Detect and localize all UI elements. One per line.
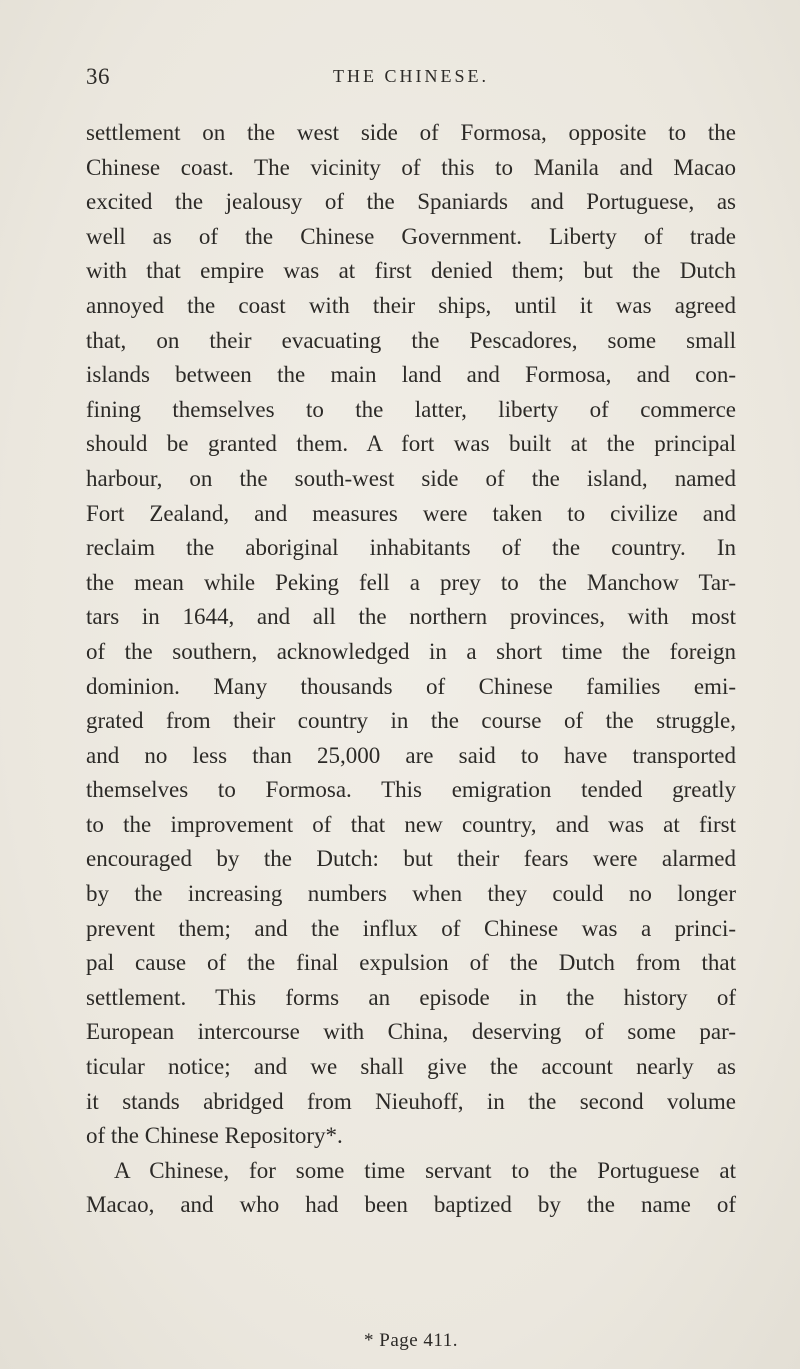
text-line: ticular notice; and we shall give the account nearly as: [86, 1054, 736, 1080]
text-line: settlement on the west side of Formosa, opposite to the: [86, 120, 736, 145]
footnote: * Page 411.: [364, 1330, 458, 1351]
text-line: islands between the main land and Formosa, and con-: [86, 362, 736, 388]
text-line: Fort Zealand, and measures were taken to civilize and: [86, 500, 736, 526]
text-line: prevent them; and the influx of Chinese was a princi-: [86, 915, 736, 941]
body-text: [86, 116, 736, 1223]
text-line: tars in 1644, and all the northern provinces, with most: [86, 604, 736, 630]
text-line: with that empire was at first denied them; but the Dutch: [86, 258, 736, 284]
page-number: 36: [86, 64, 110, 89]
text-line: of the southern, acknowledged in a short time the foreign: [86, 638, 736, 664]
text-line: themselves to Formosa. This emigration tended greatly: [86, 777, 736, 803]
text-line: excited the jealousy of the Spaniards and Portuguese, as: [86, 189, 736, 215]
text-line: Chinese coast. The vicinity of this to Manila and Macao: [86, 154, 736, 180]
text-line: Macao, and who had been baptized by the name of: [86, 1192, 736, 1218]
text-line: European intercourse with China, deserving of some par-: [86, 1019, 736, 1045]
text-line: A Chinese, for some time servant to the Portuguese at: [114, 1157, 736, 1183]
text-line: should be granted them. A fort was built at the principal: [86, 431, 736, 457]
text-line: pal cause of the final expulsion of the Dutch from that: [86, 950, 736, 976]
text-line: encouraged by the Dutch: but their fears were alarmed: [86, 846, 736, 872]
text-line: it stands abridged from Nieuhoff, in the second volume: [86, 1088, 736, 1114]
text-line: grated from their country in the course of the struggle,: [86, 708, 736, 734]
text-line: to the improvement of that new country, and was at first: [86, 811, 736, 837]
text-line: the mean while Peking fell a prey to the Manchow Tar-: [86, 569, 736, 595]
text-line: fining themselves to the latter, liberty of commerce: [86, 396, 736, 422]
text-line: annoyed the coast with their ships, until it was agreed: [86, 292, 736, 318]
text-line: settlement. This forms an episode in the history of: [86, 984, 736, 1010]
text-line: that, on their evacuating the Pescadores, some small: [86, 327, 736, 353]
running-head: [86, 64, 736, 94]
text-line: by the increasing numbers when they could no longer: [86, 881, 736, 907]
text-line: and no less than 25,000 are said to have transported: [86, 742, 736, 768]
text-line: well as of the Chinese Government. Liberty of trade: [86, 223, 736, 249]
running-title: THE CHINESE.: [333, 66, 489, 86]
text-line: of the Chinese Repository*.: [86, 1123, 343, 1149]
text-line: harbour, on the south-west side of the island, named: [86, 465, 736, 491]
text-line: reclaim the aboriginal inhabitants of the country. In: [86, 535, 736, 561]
text-line: dominion. Many thousands of Chinese families emi-: [86, 673, 736, 699]
